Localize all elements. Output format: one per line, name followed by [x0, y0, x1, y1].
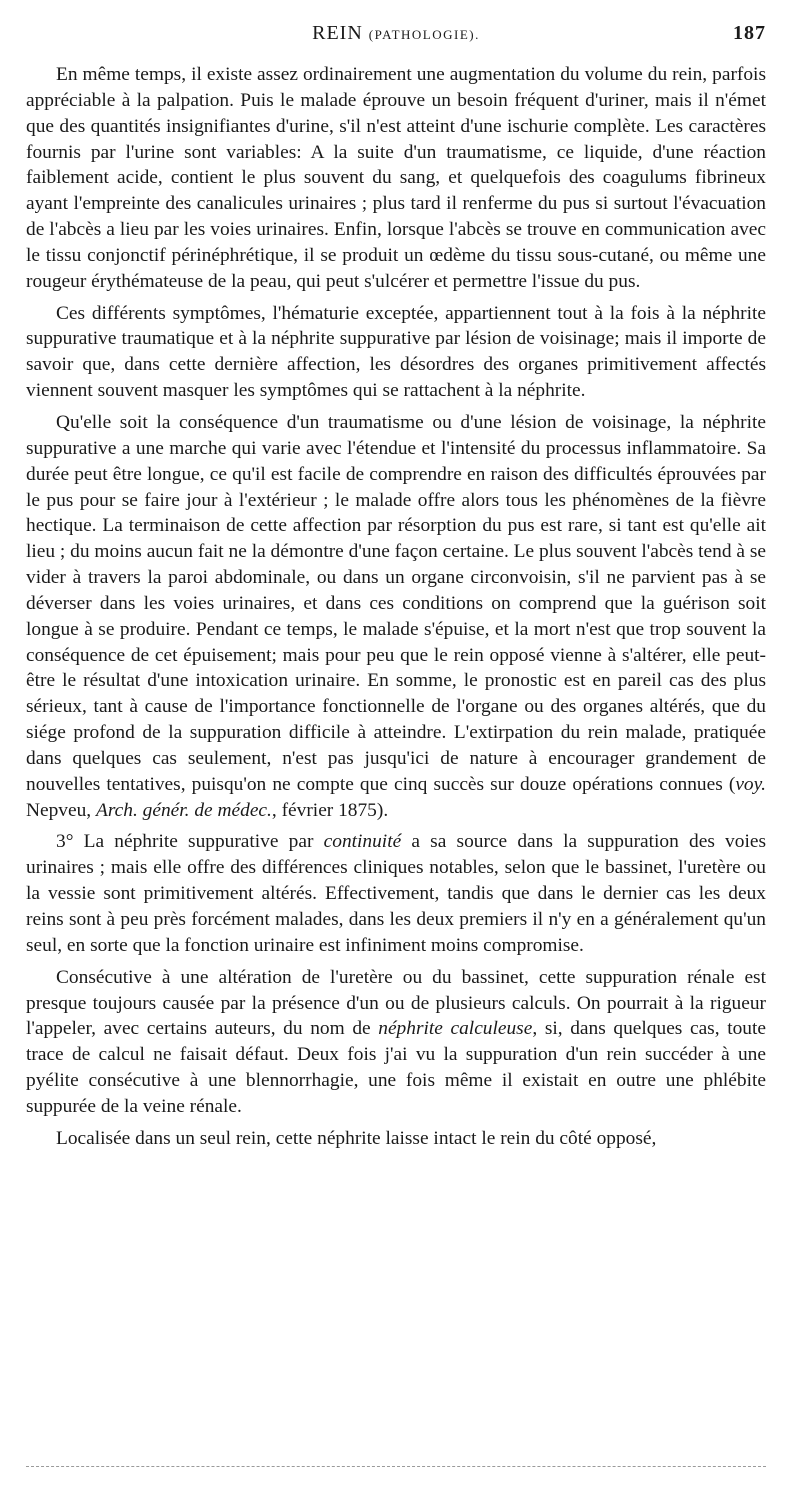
- running-head-title: [312, 22, 480, 45]
- paragraph-course-text: Qu'elle soit la conséquence d'un traumatisme ou d'une lésion de voisinage, la néphrite suppurative a une marche qui varie avec l'étendue et l'intensité du processus inflammatoire. Sa durée peut être longue, ce qu'il est facile de comprendre en raison des difficultés éprouvées par le pus pour se faire jour à l'extérieur ; le malade offre alors tous les phénomènes de la fièvre hectique. La terminaison de cette affection par résorption du pus est rare, si tant est qu'elle ait lieu ; du moins aucun fait ne la démontre d'une façon certaine. Le plus souvent l'abcès tend à se vider à travers la paroi abdominale, ou dans un organe circonvoisin, s'il ne parvient pas à se déverser dans les voies urinaires, et dans ces conditions on comprend que la guérison soit longue à se produire. Pendant ce temps, le malade s'épuise, et la mort n'est que trop souvent la conséquence de cet épuisement; mais pour peu que le rein opposé vienne à s'altérer, elle peut-être le résultat d'une intoxication urinaire. En somme, le pronostic est en pareil cas des plus sérieux, tant à cause de l'importance fonctionnelle de l'organe ou des organes altérés, que du siége profond de la suppuration difficile à atteindre. L'extirpation du rein malade, pratiquée dans quelques cas seulement, n'est pas jusqu'ici de nature à encourager grandement de nouvelles tentatives, puisqu'on ne compte que cinq succès sur douze opérations connues (: [26, 411, 766, 795]
- reference-voy: voy.: [735, 773, 766, 795]
- paragraph-localized: Localisée dans un seul rein, cette néphrite laisse intact le rein du côté opposé,: [56, 1127, 657, 1149]
- paragraph-course-prognosis: [26, 410, 766, 824]
- running-head-title-sub: (PATHOLOGIE).: [368, 27, 480, 42]
- paragraph-hematuria: Ces différents symptômes, l'hématurie exceptée, appartiennent tout à la fois à la néphrite suppurative traumatique et à la néphrite suppurative par lésion de voisinage; mais il importe de savoir que, dans cette dernière affection, les désordres des organes primitivement affectés viennent souvent masquer les symptômes qui se rattachent à la néphrite.: [26, 302, 766, 402]
- paragraph-continuity-lead: 3° La néphrite suppurative par: [56, 831, 324, 853]
- running-head-title-main: REIN: [312, 22, 363, 44]
- paragraph-continuity-text: a sa source dans la suppuration des voies urinaires ; mais elle offre des différences cliniques notables, selon que le bassinet, l'uretère ou la vessie sont primitivement altérés. Effectivement, tandis que dans le dernier cas les deux reins sont à peu près forcément malades, dans les deux premiers il n'y en a généralement qu'un seul, en sorte que la fonction urinaire est infiniment moins compromise.: [26, 831, 766, 956]
- running-head: [26, 22, 766, 58]
- paragraph-symptoms: En même temps, il existe assez ordinairement une augmentation du volume du rein, parfois appréciable à la palpation. Puis le malade éprouve un besoin fréquent d'uriner, mais il n'émet que des quantités insignifiantes d'urine, s'il n'est atteint d'une ischurie complète. Les caractères fournis par l'urine sont variables: A la suite d'un traumatisme, ce liquide, d'une réaction faiblement acide, contient le plus souvent du sang, et quelquefois des coagulums fibrineux ayant l'empreinte des canalicules urinaires ; plus tard il renferme du pus si surtout l'évacuation de l'abcès a lieu par les voies urinaires. Enfin, lorsque l'abcès se trouve en communication avec le tissu conjonctif périnéphrétique, il se produit un œdème du tissu sous-cutané, ou même une rougeur érythémateuse de la peau, qui peut s'ulcérer et permettre l'issue du pus.: [26, 64, 766, 292]
- paragraph-calculous-text: , si, dans quelques cas, toute trace de calcul ne faisait défaut. Deux fois j'ai vu la suppuration d'un rein succéder à une pyélite consécutive à une blennorrhagie, une fois même il existait en outre une phlébite suppurée de la veine rénale.: [26, 1018, 766, 1117]
- footer-divider: [26, 1466, 766, 1467]
- book-page: [26, 22, 766, 1158]
- page-number: 187: [733, 22, 766, 44]
- reference-journal: Arch. génér. de médec.: [96, 799, 272, 821]
- paragraph-calculous: [26, 965, 766, 1120]
- reference-date: , février 1875).: [271, 799, 389, 821]
- paragraph-calculous-emphasis: néphrite calculeuse: [378, 1018, 533, 1040]
- paragraph-calculous-lead: Consécutive à une altération de l'uretère ou du bassinet, cette suppuration rénale est presque toujours causée par la présence d'un ou de plusieurs calculs. On pourrait à la rigueur l'appeler, avec certains auteurs, du nom de: [26, 966, 766, 1040]
- reference-author: Nepveu,: [26, 799, 96, 821]
- paragraph-continuity: [26, 829, 766, 958]
- body-text: [26, 62, 766, 1152]
- paragraph-continuity-emphasis: continuité: [323, 831, 402, 853]
